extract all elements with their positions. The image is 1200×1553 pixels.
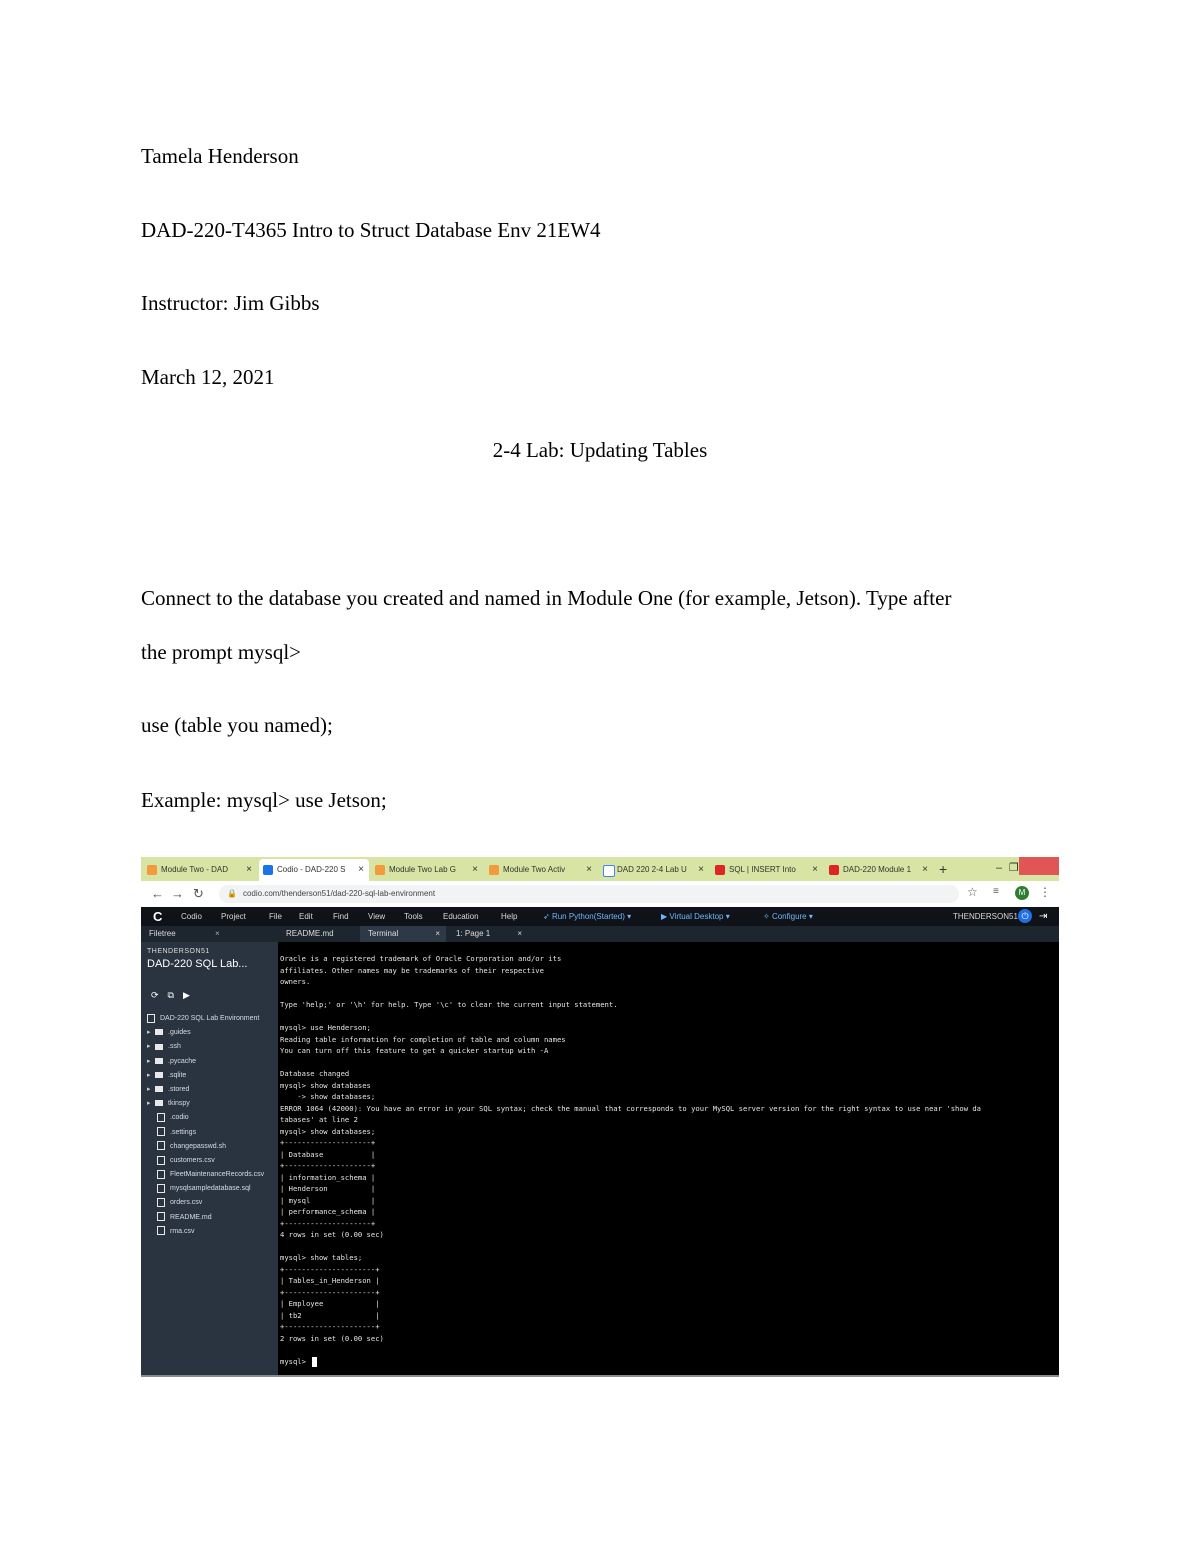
gear-icon: ✧	[763, 912, 772, 921]
window-close-button[interactable]	[1019, 857, 1059, 875]
folder-icon	[155, 1058, 163, 1064]
url-input[interactable]: 🔒 codio.com/thenderson51/dad-220-sql-lab-environment	[219, 885, 959, 903]
close-icon[interactable]: ×	[246, 864, 252, 875]
close-icon[interactable]: ×	[472, 864, 478, 875]
tree-folder[interactable]: ▸ tkinspy	[147, 1097, 278, 1111]
paragraph-2: use (table you named);	[141, 713, 333, 737]
terminal-line: | Tables_in_Henderson |	[280, 1276, 380, 1285]
forward-arrow-icon[interactable]: →	[171, 886, 184, 901]
tab-page-1[interactable]: 1: Page 1 ×	[448, 926, 528, 942]
tab-favicon-icon	[829, 865, 839, 875]
browser-tab[interactable]: DAD-220 Module 1 ×	[825, 859, 933, 881]
menu-item-tools[interactable]: Tools	[404, 912, 423, 921]
terminal-line: | Employee |	[280, 1299, 380, 1308]
terminal-line: +--------------------+	[280, 1218, 376, 1228]
folder-icon	[155, 1100, 163, 1106]
terminal-line: | performance_schema |	[280, 1207, 376, 1216]
terminal-line: Reading table information for completion of table and column names	[280, 1034, 566, 1044]
refresh-icon[interactable]: ⟳	[151, 990, 159, 1000]
filetree-tab[interactable]: Filetree ×	[141, 926, 278, 942]
terminal-line: 2 rows in set (0.00 sec)	[280, 1333, 384, 1343]
menu-item-file[interactable]: File	[269, 912, 282, 921]
minimize-icon[interactable]: –	[996, 862, 1003, 874]
user-name[interactable]: THENDERSON51	[953, 912, 1018, 921]
terminal-line: +---------------------+	[280, 1322, 380, 1331]
menu-item-help[interactable]: Help	[501, 912, 518, 921]
tree-folder[interactable]: ▸ .ssh	[147, 1040, 278, 1054]
folder-icon	[155, 1044, 163, 1050]
terminal-line: | tb2 |	[280, 1310, 380, 1320]
logout-icon[interactable]: ⇥	[1039, 911, 1048, 922]
tree-file[interactable]: rma.csv	[147, 1225, 278, 1239]
codio-terminal-screenshot	[141, 857, 1059, 1377]
terminal-line: mysql>	[280, 1356, 311, 1366]
terminal-line: +--------------------+	[280, 1161, 376, 1170]
chevron-right-icon: ▸	[147, 1085, 151, 1093]
more-menu-icon[interactable]: ⋮	[1039, 885, 1051, 899]
tab-terminal[interactable]: Terminal ×	[360, 926, 446, 942]
close-icon[interactable]: ×	[922, 864, 928, 875]
tab-favicon-icon	[263, 865, 273, 875]
terminal-line: ERROR 1064 (42000): You have an error in your SQL syntax; check the manual that corresponds to your MySQL server version for the right syntax to use near 'show da	[280, 1103, 982, 1113]
terminal-line: | Database |	[280, 1149, 376, 1159]
browser-tab[interactable]: SQL | INSERT Into ×	[711, 859, 823, 881]
screenshot-bottom-border	[141, 1375, 1059, 1377]
terminal-line: | Henderson |	[280, 1184, 376, 1193]
terminal-line: Type 'help;' or '\h' for help. Type '\c' to clear the current input statement.	[280, 1000, 618, 1009]
tab-readme[interactable]: README.md	[286, 929, 334, 938]
menu-item-codio[interactable]: Codio	[181, 912, 202, 921]
terminal-line: mysql> show databases	[280, 1080, 371, 1090]
codio-menu-bar	[141, 907, 1059, 926]
author-name: Tamela Henderson	[141, 144, 299, 168]
terminal-line: 4 rows in set (0.00 sec)	[280, 1230, 384, 1239]
close-icon[interactable]: ×	[215, 929, 220, 938]
browser-tab-active[interactable]: Codio - DAD-220 S ×	[259, 859, 369, 881]
terminal-line: mysql> show tables;	[280, 1253, 363, 1262]
close-icon[interactable]: ×	[698, 864, 704, 875]
paragraph-1-line-2: the prompt mysql>	[141, 640, 302, 664]
file-icon	[157, 1170, 165, 1179]
sidebar-user: THENDERSON51	[147, 948, 210, 955]
chevron-right-icon: ▸	[147, 1043, 151, 1051]
date-line: March 12, 2021	[141, 365, 275, 389]
file-icon	[157, 1127, 165, 1136]
chevron-right-icon: ▸	[147, 1100, 151, 1108]
codio-logo: C	[153, 909, 163, 924]
tab-favicon-icon	[147, 865, 157, 875]
tree-file[interactable]: changepasswd.sh	[147, 1140, 278, 1154]
folder-icon	[155, 1072, 163, 1078]
menu-item-find[interactable]: Find	[333, 912, 349, 921]
close-icon[interactable]: ×	[812, 864, 818, 875]
copy-icon[interactable]: ⧉	[167, 990, 174, 1000]
tree-folder[interactable]: ▸ .pycache	[147, 1055, 278, 1069]
terminal-line: affiliates. Other names may be trademarks of their respective	[280, 965, 544, 975]
close-icon[interactable]: ×	[358, 864, 364, 875]
chevron-right-icon: ▸	[147, 1029, 151, 1037]
tree-file[interactable]: README.md	[147, 1211, 278, 1225]
file-icon	[157, 1156, 165, 1165]
power-icon[interactable]: ⏻	[1018, 909, 1032, 923]
file-icon	[157, 1226, 165, 1235]
browser-tab[interactable]: Module Two - DAD ×	[143, 859, 257, 881]
terminal-cursor	[312, 1357, 317, 1367]
run-python-button[interactable]: ➶ Run Python(Started) ▾	[543, 912, 632, 921]
terminal-line: -> show databases;	[280, 1092, 376, 1101]
menu-item-project[interactable]: Project	[221, 912, 246, 921]
file-icon	[157, 1141, 165, 1150]
tree-folder[interactable]: ▸ .guides	[147, 1026, 278, 1040]
close-icon[interactable]: ×	[517, 929, 522, 938]
terminal-line: mysql> show databases;	[280, 1126, 376, 1136]
menu-item-edit[interactable]: Edit	[299, 912, 313, 921]
address-bar	[141, 881, 1059, 908]
sidebar-toolbar	[151, 990, 199, 1001]
terminal-line: | mysql |	[280, 1195, 376, 1205]
browser-tab-bar	[141, 857, 1059, 881]
browser-tab[interactable]: Module Two Activ ×	[485, 859, 597, 881]
tree-file[interactable]: orders.csv	[147, 1196, 278, 1210]
tree-folder[interactable]: ▸ .sqlite	[147, 1069, 278, 1083]
instructor-line: Instructor: Jim Gibbs	[141, 291, 320, 315]
folder-icon	[155, 1029, 163, 1035]
terminal-line: +---------------------+	[280, 1287, 380, 1297]
chevron-right-icon: ▸	[147, 1071, 151, 1079]
tab-favicon-icon	[489, 865, 499, 875]
close-icon[interactable]: ×	[586, 864, 592, 875]
tab-favicon-icon	[715, 865, 725, 875]
file-icon	[157, 1113, 165, 1122]
folder-icon	[155, 1086, 163, 1092]
tree-file[interactable]: FleetMaintenanceRecords.csv	[147, 1168, 278, 1182]
tree-file[interactable]: .settings	[147, 1126, 278, 1140]
file-icon	[157, 1212, 165, 1221]
file-icon	[157, 1184, 165, 1193]
tab-favicon-icon	[603, 865, 615, 877]
back-arrow-icon[interactable]: ←	[151, 886, 164, 901]
terminal-line: | information_schema |	[280, 1172, 376, 1182]
paragraph-3: Example: mysql> use Jetson;	[141, 788, 387, 812]
browser-tab[interactable]: Module Two Lab G ×	[371, 859, 483, 881]
new-tab-icon[interactable]: +	[939, 861, 948, 877]
browser-tab[interactable]: DAD 220 2-4 Lab U ×	[599, 859, 709, 881]
run-icon: ➶	[543, 912, 552, 921]
terminal-line: owners.	[280, 977, 311, 986]
course-title: DAD-220-T4365 Intro to Struct Database Env 21EW4	[141, 218, 601, 242]
tree-folder[interactable]: ▸ .stored	[147, 1083, 278, 1097]
paragraph-1-line-1: Connect to the database you created and named in Module One (for example, Jetson). Type after	[141, 586, 952, 610]
terminal-line: You can turn off this feature to get a quicker startup with -A	[280, 1046, 549, 1055]
terminal-line: Oracle is a registered trademark of Oracle Corporation and/or its	[280, 954, 562, 963]
virtual-desktop-button[interactable]: ▶ Virtual Desktop ▾	[661, 912, 730, 921]
configure-button[interactable]: ✧ Configure ▾	[763, 912, 813, 921]
terminal-line: tabases' at line 2	[280, 1115, 358, 1124]
file-tree-panel	[141, 926, 278, 1377]
tree-root[interactable]: DAD-220 SQL Lab Environment	[147, 1012, 278, 1026]
menu-item-view[interactable]: View	[368, 912, 386, 921]
menu-item-education[interactable]: Education	[443, 912, 479, 921]
editor-tab-bar	[278, 926, 1059, 942]
terminal-line: +--------------------+	[280, 1138, 376, 1147]
tree-file[interactable]: mysqlsampledatabase.sql	[147, 1182, 278, 1196]
terminal-line: mysql> use Henderson;	[280, 1023, 371, 1032]
restore-icon[interactable]: ❐	[1009, 862, 1019, 874]
terminal-line: Database changed	[280, 1069, 350, 1078]
bookmark-star-icon[interactable]: ☆	[967, 885, 978, 899]
close-icon[interactable]: ×	[435, 929, 440, 938]
file-icon	[147, 1014, 155, 1023]
tab-favicon-icon	[375, 865, 385, 875]
document-title: 2-4 Lab: Updating Tables	[492, 438, 708, 462]
reload-icon[interactable]: ↻	[193, 886, 204, 901]
play-icon: ▶	[661, 912, 670, 921]
tree-file[interactable]: customers.csv	[147, 1154, 278, 1168]
file-tree	[147, 1012, 278, 1239]
lock-icon: 🔒	[227, 889, 237, 898]
terminal-line: +---------------------+	[280, 1264, 380, 1274]
tree-file[interactable]: .codio	[147, 1111, 278, 1125]
sidebar-project-name[interactable]: DAD-220 SQL Lab...	[147, 958, 248, 970]
file-icon	[157, 1198, 165, 1207]
chevron-right-icon: ▸	[147, 1057, 151, 1065]
profile-avatar[interactable]: M	[1015, 886, 1029, 900]
terminal-output[interactable]	[278, 942, 1059, 1377]
play-icon[interactable]: ▶	[182, 990, 190, 1000]
reading-list-icon[interactable]: ≡	[993, 886, 999, 897]
